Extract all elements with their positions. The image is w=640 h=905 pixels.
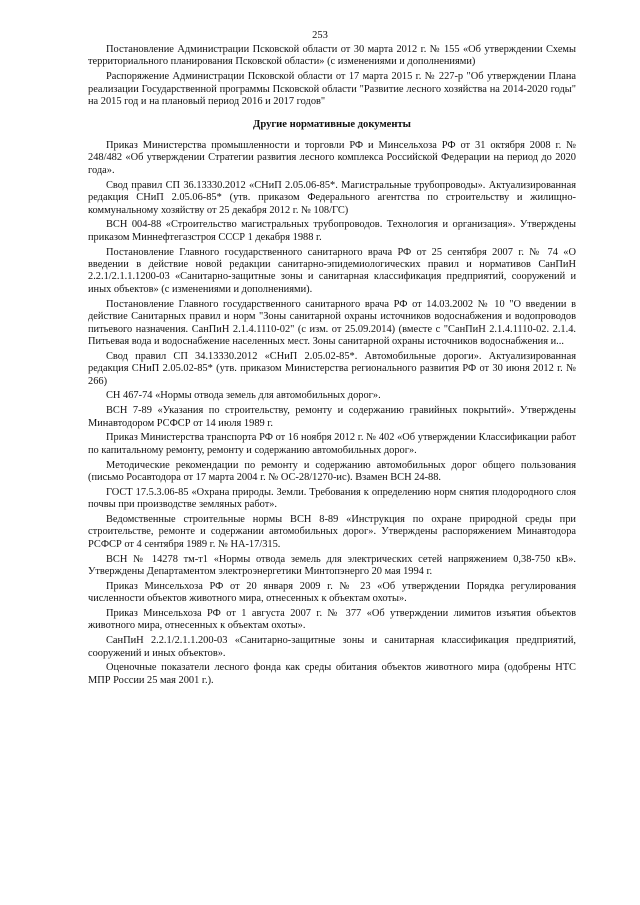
paragraph: Приказ Минсельхоза РФ от 1 августа 2007 г. № 377 «Об утверждении лимитов изъятия объектов животного мира, отнесенных к объектам охоты». [88, 608, 576, 632]
paragraph: СН 467-74 «Нормы отвода земель для автомобильных дорог». [106, 390, 381, 402]
paragraph: СанПиН 2.2.1/2.1.1.200-03 «Санитарно-защитные зоны и санитарная классификация предприятий, сооружений и иных объектов». [88, 635, 576, 659]
paragraph: ВСН 7-89 «Указания по строительству, ремонту и содержанию гравийных покрытий». Утверждены Минавтодором РСФСР от 14 июля 1989 г. [88, 405, 576, 429]
page-number: 253 [312, 30, 328, 41]
paragraph: Свод правил СП 34.13330.2012 «СНиП 2.05.02-85*. Автомобильные дороги». Актуализированная редакция СНиП 2.05.02-85* (утв. приказом Министерства регионального развития РФ от 30 июня 2012 г. № 266) [88, 350, 576, 387]
paragraph: ВСН № 14278 тм-т1 «Нормы отвода земель для электрических сетей напряжением 0,38-750 кВ». Утверждены Департаментом электроэнергетики Минтопэнерго 20 мая 1994 г. [88, 553, 576, 578]
section-heading: Другие нормативные документы [253, 118, 411, 130]
paragraph: Ведомственные строительные нормы ВСН 8-89 «Инструкция по охране природной среды при строительстве, ремонте и содержании автомобильных дорог». Утверждены распоряжением Минавтодора РСФСР от 4 сентября 1989 г. № НА-17/315. [88, 513, 576, 550]
paragraph: Постановление Администрации Псковской области от 30 марта 2012 г. № 155 «Об утверждении Схемы территориального планирования Псковской области» (с изменениями и дополнениями) [88, 44, 576, 68]
paragraph: Оценочные показатели лесного фонда как среды обитания объектов животного мира (одобрены НТС МПР России 25 мая 2001 г.). [88, 662, 576, 686]
paragraph: Методические рекомендации по ремонту и содержанию автомобильных дорог общего пользования (письмо Росавтодора от 17 марта 2004 г. № ОС-28/1270-ис). Взамен ВСН 24-88. [88, 459, 576, 484]
paragraph: Приказ Минсельхоза РФ от 20 января 2009 г. № 23 «Об утверждении Порядка регулирования численности объектов животного мира, отнесенных к объектам охоты». [88, 580, 576, 605]
paragraph: ГОСТ 17.5.3.06-85 «Охрана природы. Земли. Требования к определению норм снятия плодородного слоя почвы при производстве земляных работ». [88, 486, 576, 511]
paragraph: Постановление Главного государственного санитарного врача РФ от 14.03.2002 № 10 "О введении в действие Санитарных правил и норм "Зоны санитарной охраны источников водоснабжения и водопроводов питьевого назначения. СанПиН 2.1.4.1110-02" (с изм. от 25.09.2014) (вместе с "СанПиН 2.1.4.1110-02. 2.1.4. Питьевая вода и водоснабжение населенных мест. Зоны санитарной охраны источников водоснабжения и... [88, 298, 576, 347]
paragraph: Приказ Министерства транспорта РФ от 16 ноября 2012 г. № 402 «Об утверждении Классификации работ по капитальному ремонту, ремонту и содержанию автомобильных дорог». [88, 432, 576, 456]
paragraph: Свод правил СП 36.13330.2012 «СНиП 2.05.06-85*. Магистральные трубопроводы». Актуализированная редакция СНиП 2.05.06-85* (утв. приказом Федерального агентства по строительству и жилищно-коммунальному хозяйству от 25 декабря 2012 г. № 108/ГС) [88, 179, 576, 216]
paragraph: Распоряжение Администрации Псковской области от 17 марта 2015 г. № 227-р "Об утверждении Плана реализации Государственной программы Псковской области "Развитие лесного хозяйства на 2014-2020 годы" на 2015 год и на плановый период 2016 и 2017 годов" [88, 71, 576, 108]
paragraph: ВСН 004-88 «Строительство магистральных трубопроводов. Технология и организация». Утверждены приказом Миннефтегазстроя СССР 1 декабря 1988 г. [88, 219, 576, 243]
document-body [88, 44, 576, 690]
paragraph: Приказ Министерства промышленности и торговли РФ и Минсельхоза РФ от 31 октября 2008 г. № 248/482 «Об утверждении Стратегии развития лесного комплекса Российской Федерации на период до 2020 года». [88, 140, 576, 176]
paragraph: Постановление Главного государственного санитарного врача РФ от 25 сентября 2007 г. № 74 «О введении в действие новой редакции санитарно-эпидемиологических правил и нормативов СанПиН 2.2.1/2.1.1.1200-03 «Санитарно-защитные зоны и санитарная классификация предприятий, сооружений и иных объектов» (с изменениями и дополнениями). [88, 246, 576, 295]
